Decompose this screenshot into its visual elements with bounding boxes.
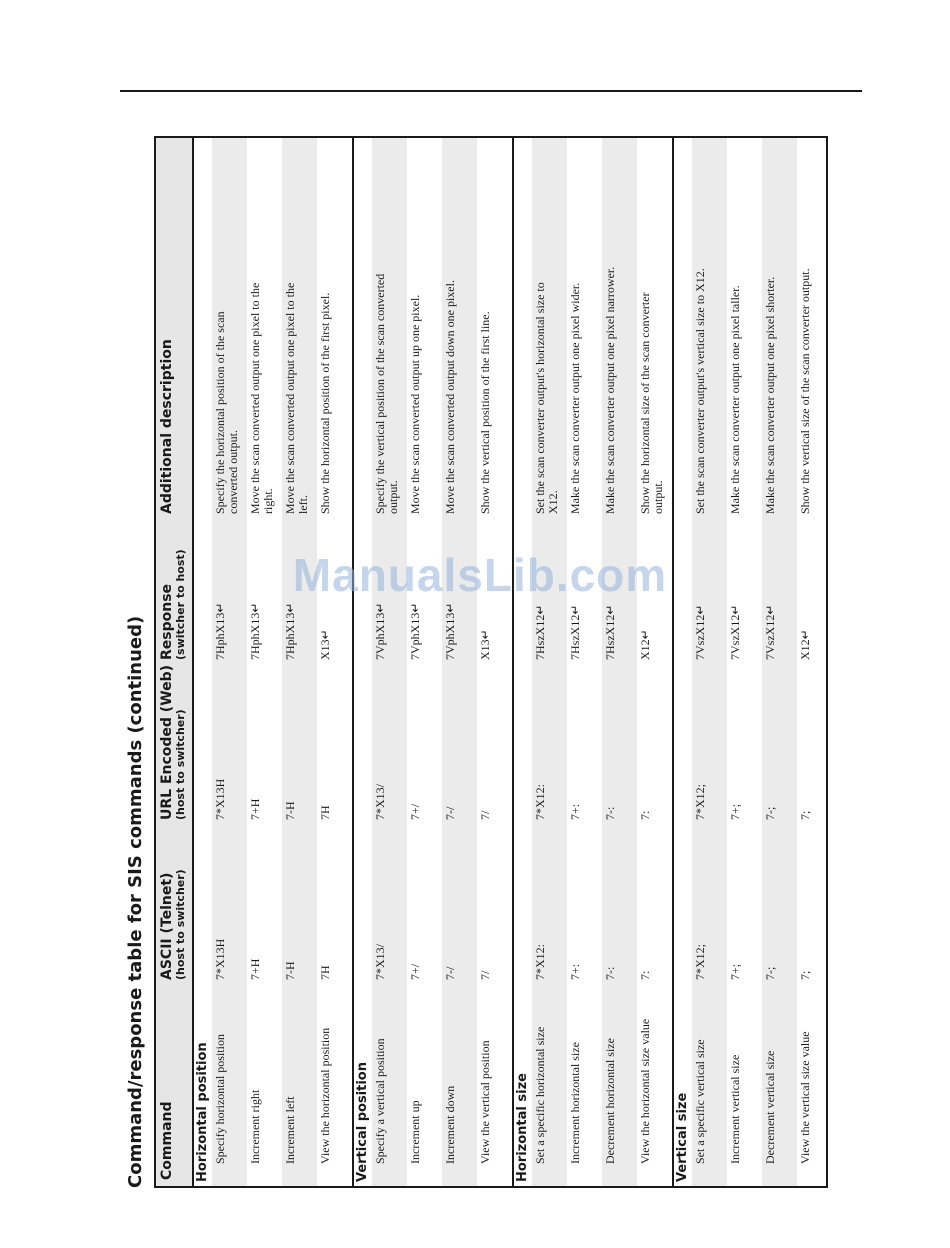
cell-command: View the vertical position (478, 1040, 492, 1164)
cell-command: Increment right (248, 1089, 262, 1164)
cell-response: 7HszX12↵ (568, 604, 582, 660)
header-url (159, 664, 187, 820)
cell-response: 7VphX13↵ (443, 602, 457, 660)
cell-ascii: 7*X13/ (373, 944, 387, 980)
header-command (159, 998, 175, 1180)
cell-response: 7HszX12↵ (603, 604, 617, 660)
cell-description: Move the scan converted output one pixel to the left. (283, 282, 310, 514)
cell-command: Decrement horizontal size (603, 1038, 617, 1164)
table-row (317, 138, 352, 1186)
cell-response: 7VphX13↵ (373, 602, 387, 660)
section-title: Vertical size (675, 1092, 690, 1182)
cell-url: 7*X13H (213, 778, 227, 820)
header-url-sub: (host to switcher) (174, 709, 187, 820)
table-row (407, 138, 442, 1186)
cell-url: 7+: (568, 803, 582, 820)
header-ascii (159, 826, 187, 980)
section-title: Horizontal size (515, 1073, 530, 1182)
cell-url: 7*X13/ (373, 784, 387, 820)
section-header (674, 138, 692, 1186)
cell-response: X13↵ (478, 629, 492, 660)
cell-url: 7+/ (408, 803, 422, 820)
cell-url: 7; (798, 810, 812, 820)
cell-response: X12↵ (638, 629, 652, 660)
table-header (156, 138, 194, 1186)
cell-ascii: 7; (798, 970, 812, 980)
page-title: Command/response table for SIS commands (continued) (125, 615, 146, 1188)
cell-description: Show the horizontal position of the first pixel. (318, 292, 332, 514)
cell-description: Specify the horizontal position of the scan converted output. (213, 311, 240, 514)
cell-url: 7: (638, 810, 652, 820)
cell-description: Move the scan converted output up one pixel. (408, 294, 422, 514)
cell-description: Make the scan converter output one pixel narrower. (603, 266, 617, 514)
cell-response: X12↵ (798, 629, 812, 660)
cell-ascii: 7*X12; (693, 944, 707, 980)
table-row (692, 138, 727, 1186)
cell-ascii: 7+/ (408, 963, 422, 980)
watermark: ManualsLib.com (292, 549, 668, 601)
cell-url: 7-H (283, 801, 297, 820)
header-command-title: Command (159, 1101, 175, 1180)
cell-response: 7VszX12↵ (693, 604, 707, 660)
header-ascii-sub: (host to switcher) (174, 869, 187, 980)
top-rule (120, 90, 862, 92)
cell-response: 7HphX13↵ (248, 602, 262, 660)
cell-command: Increment vertical size (728, 1054, 742, 1164)
header-ascii-title: ASCII (Telnet) (159, 872, 175, 980)
table-row (532, 138, 567, 1186)
section-title: Vertical position (355, 1062, 370, 1182)
cell-ascii: 7-H (283, 961, 297, 980)
cell-ascii: 7/ (478, 970, 492, 980)
table-row (282, 138, 317, 1186)
cell-ascii: 7+H (248, 958, 262, 980)
cell-ascii: 7-; (763, 966, 777, 980)
table-row (762, 138, 797, 1186)
cell-url: 7+H (248, 798, 262, 820)
cell-description: Set the scan converter output's vertical size to X12. (693, 268, 707, 514)
cell-description: Show the horizontal size of the scan converter output. (638, 292, 665, 514)
section-header (514, 138, 532, 1186)
cell-url: 7-/ (443, 806, 457, 820)
section-vertical-size (672, 138, 832, 1186)
cell-description: Show the vertical size of the scan converter output. (798, 268, 812, 514)
cell-ascii: 7*X12: (533, 944, 547, 980)
table-row (247, 138, 282, 1186)
cell-ascii: 7-/ (443, 966, 457, 980)
table-row (477, 138, 512, 1186)
table-row (442, 138, 477, 1186)
cell-command: Decrement vertical size (763, 1050, 777, 1164)
header-description-title: Additional description (159, 339, 175, 514)
cell-response: 7VszX12↵ (728, 604, 742, 660)
cell-description: Move the scan converted output one pixel to the right. (248, 282, 275, 514)
table-row (602, 138, 637, 1186)
cell-ascii: 7-: (603, 966, 617, 980)
cell-url: 7/ (478, 810, 492, 820)
section-horizontal-position (194, 138, 352, 1186)
table-body (194, 138, 832, 1186)
cell-url: 7*X12: (533, 784, 547, 820)
cell-ascii: 7: (638, 970, 652, 980)
cell-command: Increment left (283, 1096, 297, 1164)
cell-command: Increment horizontal size (568, 1042, 582, 1164)
header-url-title: URL Encoded (Web) (159, 664, 175, 820)
table-row (567, 138, 602, 1186)
section-title: Horizontal position (195, 1042, 210, 1182)
table-row (637, 138, 672, 1186)
cell-ascii: 7*X13H (213, 938, 227, 980)
cell-url: 7-; (763, 806, 777, 820)
section-header (194, 138, 212, 1186)
cell-description: Set the scan converter output's horizontal size to X12. (533, 282, 560, 514)
cell-response: X13↵ (318, 629, 332, 660)
cell-url: 7*X12; (693, 784, 707, 820)
header-description (159, 214, 175, 514)
cell-command: Set a specific vertical size (693, 1039, 707, 1164)
cell-description: Make the scan converter output one pixel taller. (728, 285, 742, 514)
header-response (159, 516, 187, 660)
cell-command: Specify a vertical position (373, 1038, 387, 1164)
cell-response: 7HszX12↵ (533, 604, 547, 660)
section-header (354, 138, 372, 1186)
table-row (727, 138, 762, 1186)
cell-url: 7-: (603, 806, 617, 820)
cell-url: 7H (318, 805, 332, 820)
cell-command: View the horizontal size value (638, 1018, 652, 1164)
cell-command: View the vertical size value (798, 1031, 812, 1164)
cell-ascii: 7+; (728, 963, 742, 980)
cell-url: 7+; (728, 803, 742, 820)
table-row (372, 138, 407, 1186)
cell-command: Set a specific horizontal size (533, 1026, 547, 1164)
table-row (797, 138, 832, 1186)
cell-description: Make the scan converter output one pixel shorter. (763, 276, 777, 514)
cell-ascii: 7+: (568, 963, 582, 980)
header-response-sub: (switcher to host) (174, 549, 187, 660)
cell-response: 7VszX12↵ (763, 604, 777, 660)
rotated-page (118, 136, 828, 1188)
cell-description: Show the vertical position of the first line. (478, 311, 492, 514)
cell-response: 7HphX13↵ (283, 602, 297, 660)
cell-description: Specify the vertical position of the scan converted output. (373, 273, 400, 514)
cell-description: Move the scan converted output down one pixel. (443, 280, 457, 514)
cell-ascii: 7H (318, 965, 332, 980)
cell-command: Increment down (443, 1085, 457, 1164)
cell-description: Make the scan converter output one pixel wider. (568, 282, 582, 514)
header-response-title: Response (159, 583, 175, 660)
cell-command: View the horizontal position (318, 1027, 332, 1164)
sis-command-table (154, 136, 828, 1188)
cell-command: Specify horizontal position (213, 1034, 227, 1164)
cell-response: 7HphX13↵ (213, 602, 227, 660)
section-horizontal-size (512, 138, 672, 1186)
table-row (212, 138, 247, 1186)
cell-response: 7VphX13↵ (408, 602, 422, 660)
section-vertical-position (352, 138, 512, 1186)
cell-command: Increment up (408, 1100, 422, 1164)
